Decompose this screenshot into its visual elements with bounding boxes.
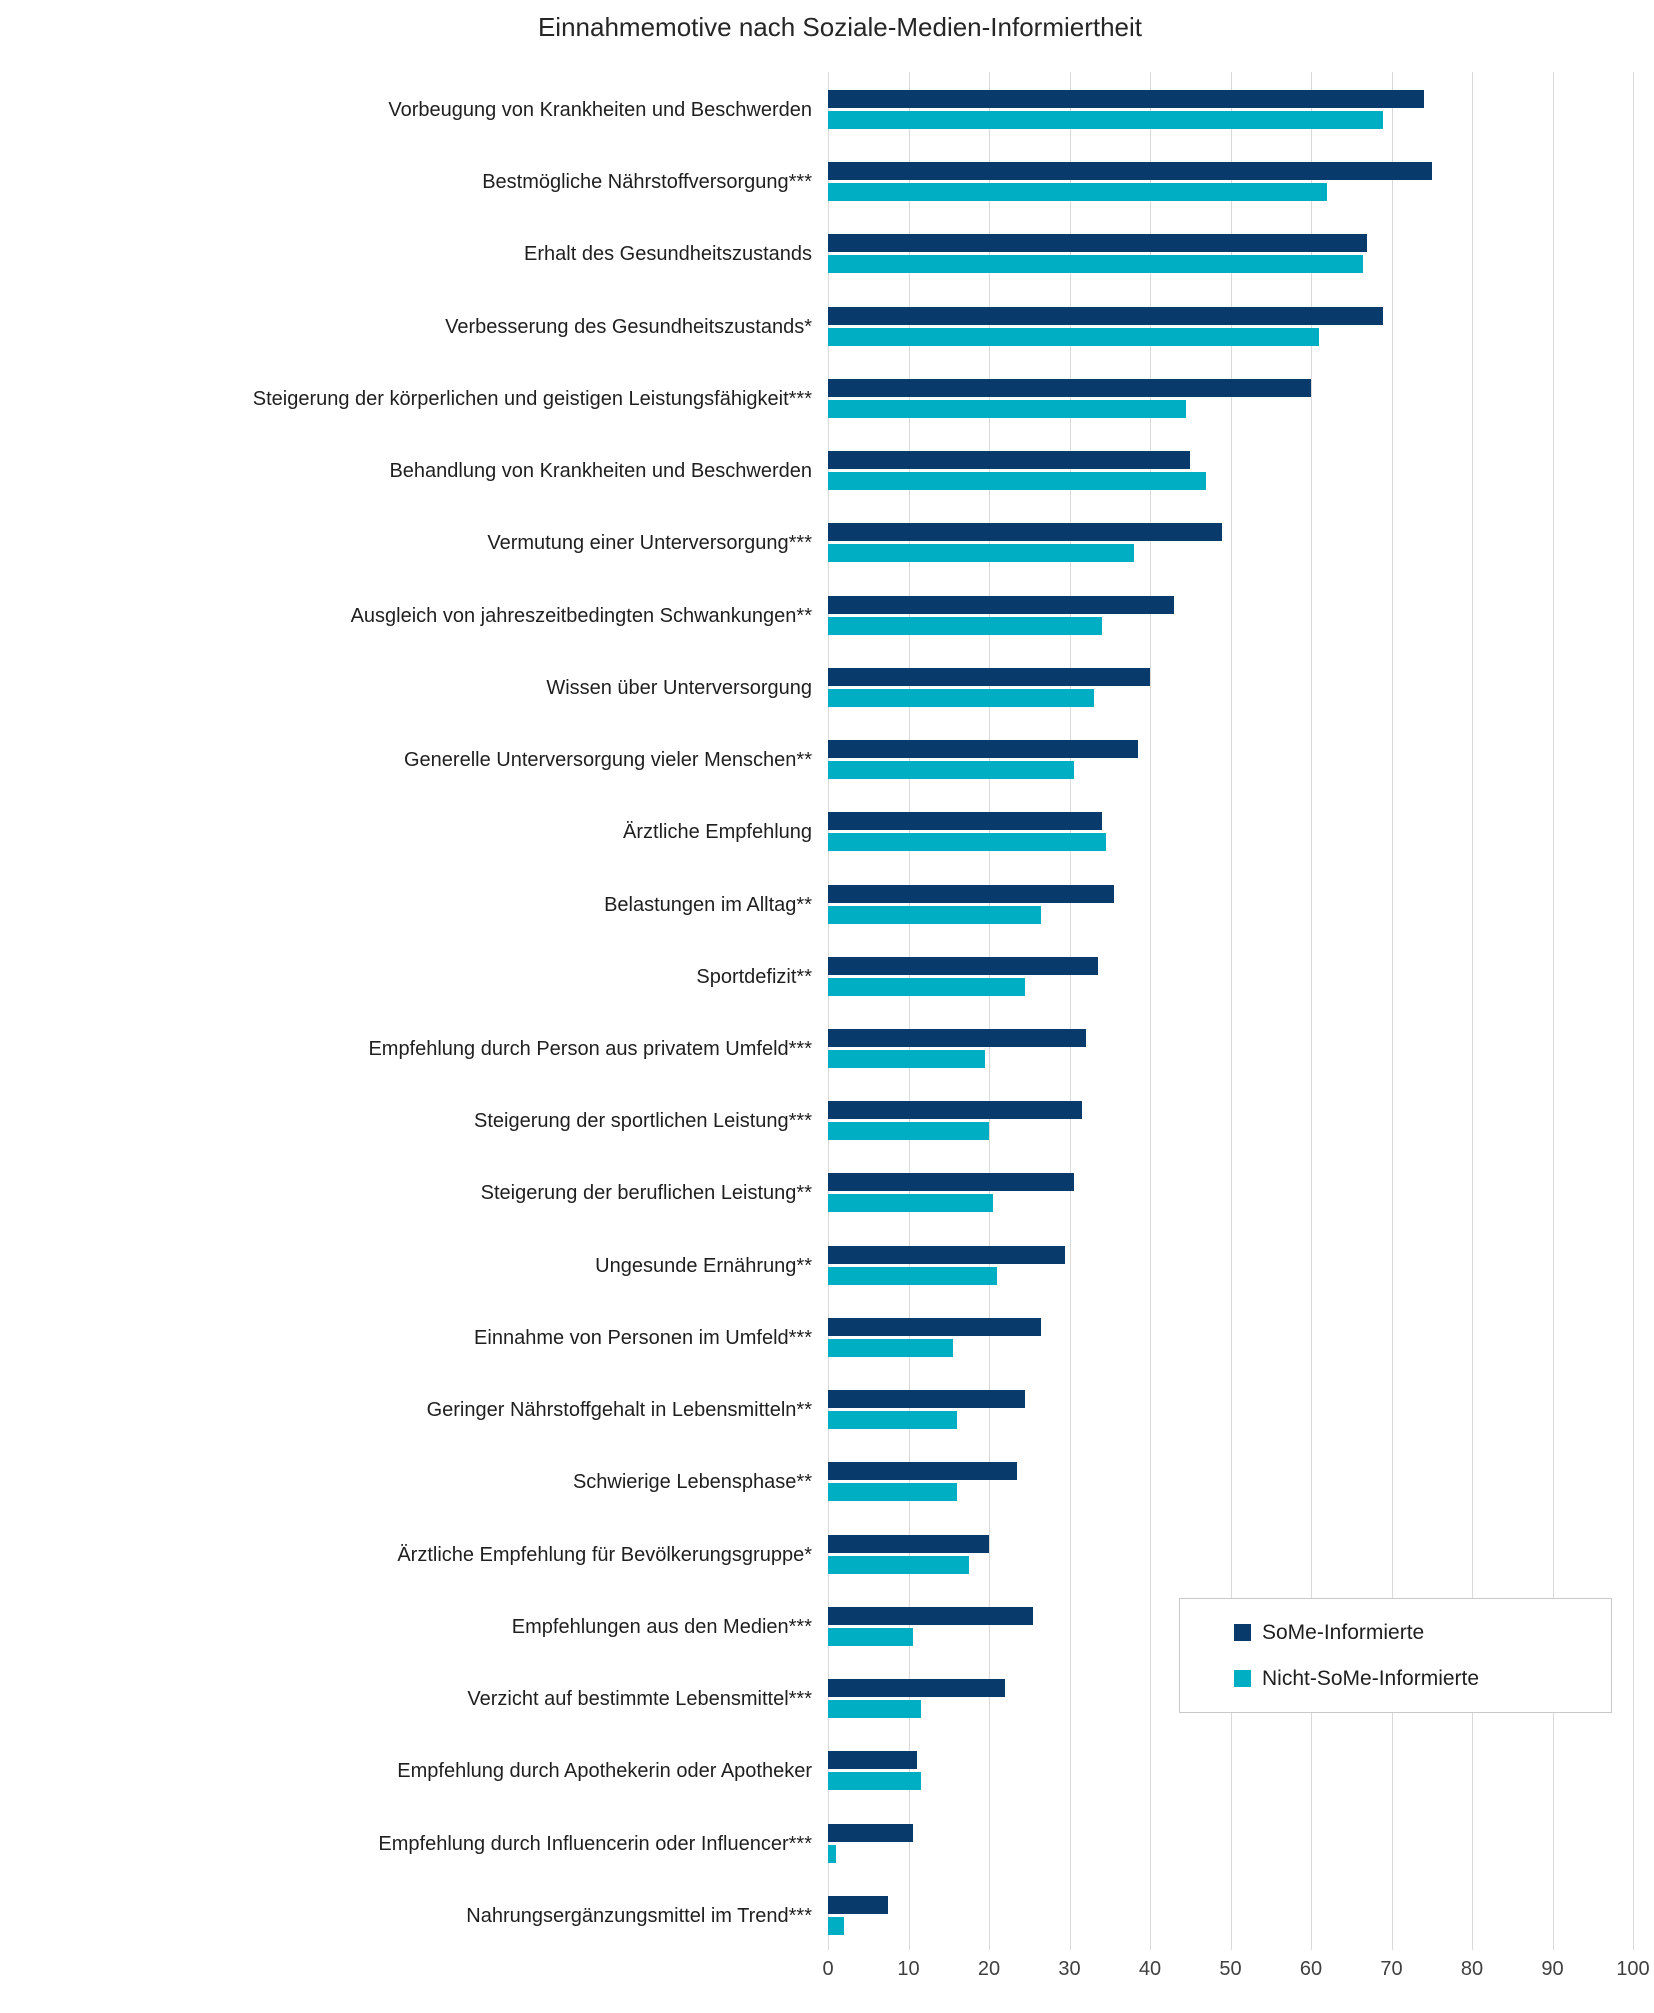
- category-label: Empfehlung durch Influencerin oder Influencer***: [378, 1832, 812, 1855]
- bar-nicht-some-informierte: [828, 761, 1074, 779]
- bar-some-informierte: [828, 1246, 1065, 1264]
- bar-nicht-some-informierte: [828, 617, 1102, 635]
- x-axis-tick-label: 20: [977, 1958, 1001, 1980]
- bar-nicht-some-informierte: [828, 1194, 993, 1212]
- category-label: Empfehlung durch Apothekerin oder Apotheker: [397, 1760, 812, 1783]
- gridline: [1070, 72, 1071, 1950]
- bar-some-informierte: [828, 1318, 1041, 1336]
- category-label: Verbesserung des Gesundheitszustands*: [445, 315, 812, 338]
- category-label: Vermutung einer Unterversorgung***: [487, 532, 812, 555]
- x-axis-tick-label: 40: [1138, 1958, 1162, 1980]
- x-axis-tick-label: 50: [1219, 1958, 1242, 1980]
- legend-label: Nicht-SoMe-Informierte: [1262, 1666, 1480, 1690]
- bar-some-informierte: [828, 1029, 1086, 1047]
- legend: [1179, 1598, 1612, 1713]
- bar-some-informierte: [828, 1462, 1017, 1480]
- category-label: Steigerung der körperlichen und geistigen Leistungsfähigkeit***: [252, 387, 812, 410]
- bar-some-informierte: [828, 1824, 913, 1842]
- bar-nicht-some-informierte: [828, 1339, 953, 1357]
- legend-item-some: [1234, 1621, 1611, 1645]
- bar-some-informierte: [828, 379, 1311, 397]
- x-axis-tick-label: 60: [1299, 1958, 1323, 1980]
- x-axis-tick-label: 100: [1616, 1958, 1650, 1980]
- bar-nicht-some-informierte: [828, 1845, 836, 1863]
- bar-nicht-some-informierte: [828, 183, 1327, 201]
- gridline: [989, 72, 990, 1950]
- bar-some-informierte: [828, 812, 1102, 830]
- bar-nicht-some-informierte: [828, 1050, 985, 1068]
- bar-some-informierte: [828, 307, 1383, 325]
- x-axis-tick-label: 30: [1058, 1958, 1081, 1980]
- bar-nicht-some-informierte: [828, 1628, 913, 1646]
- bar-some-informierte: [828, 596, 1174, 614]
- legend-label: SoMe-Informierte: [1262, 1620, 1425, 1644]
- bar-some-informierte: [828, 1751, 917, 1769]
- bar-some-informierte: [828, 1896, 888, 1914]
- category-label: Ungesunde Ernährung**: [595, 1254, 812, 1277]
- bar-nicht-some-informierte: [828, 255, 1363, 273]
- bar-some-informierte: [828, 1607, 1033, 1625]
- category-label: Behandlung von Krankheiten und Beschwerden: [389, 460, 812, 483]
- bar-nicht-some-informierte: [828, 1483, 957, 1501]
- category-label: Nahrungsergänzungsmittel im Trend***: [466, 1904, 812, 1927]
- category-label: Empfehlung durch Person aus privatem Umfeld***: [368, 1038, 812, 1060]
- category-label: Steigerung der beruflichen Leistung**: [480, 1182, 812, 1205]
- category-label: Steigerung der sportlichen Leistung***: [474, 1110, 812, 1133]
- bar-some-informierte: [828, 740, 1138, 758]
- legend-swatch-nicht-some-icon: [1234, 1670, 1251, 1687]
- category-label: Einnahme von Personen im Umfeld***: [474, 1326, 812, 1349]
- category-label: Sportdefizit**: [696, 965, 812, 988]
- bar-some-informierte: [828, 1173, 1074, 1191]
- category-label: Wissen über Unterversorgung: [546, 676, 812, 699]
- category-label: Ärztliche Empfehlung: [623, 821, 812, 844]
- bar-nicht-some-informierte: [828, 472, 1206, 490]
- bar-some-informierte: [828, 451, 1190, 469]
- category-label: Empfehlungen aus den Medien***: [511, 1615, 812, 1638]
- bar-nicht-some-informierte: [828, 1917, 844, 1935]
- legend-swatch-some-icon: [1234, 1624, 1251, 1641]
- gridline: [828, 72, 829, 1950]
- category-label: Bestmögliche Nährstoffversorgung***: [482, 171, 812, 194]
- bar-nicht-some-informierte: [828, 1267, 997, 1285]
- bar-some-informierte: [828, 234, 1367, 252]
- bar-nicht-some-informierte: [828, 1772, 921, 1790]
- chart-title: Einnahmemotive nach Soziale-Medien-Informiertheit: [537, 12, 1143, 42]
- gridline: [1633, 72, 1634, 1950]
- legend-item-nicht-some: [1234, 1667, 1611, 1691]
- bar-nicht-some-informierte: [828, 833, 1106, 851]
- bar-nicht-some-informierte: [828, 689, 1094, 707]
- bar-some-informierte: [828, 162, 1432, 180]
- bar-nicht-some-informierte: [828, 906, 1041, 924]
- bar-nicht-some-informierte: [828, 1122, 989, 1140]
- bar-nicht-some-informierte: [828, 328, 1319, 346]
- bar-some-informierte: [828, 523, 1222, 541]
- bar-nicht-some-informierte: [828, 1700, 921, 1718]
- category-label: Verzicht auf bestimmte Lebensmittel***: [467, 1688, 812, 1711]
- category-label: Ausgleich von jahreszeitbedingten Schwankungen**: [350, 604, 812, 627]
- bar-nicht-some-informierte: [828, 544, 1134, 562]
- x-axis-tick-label: 0: [822, 1958, 834, 1980]
- bar-nicht-some-informierte: [828, 400, 1186, 418]
- gridline: [909, 72, 910, 1950]
- bar-some-informierte: [828, 1101, 1082, 1119]
- bar-nicht-some-informierte: [828, 111, 1383, 129]
- category-label: Schwierige Lebensphase**: [572, 1471, 812, 1494]
- x-axis-tick-label: 10: [897, 1958, 920, 1980]
- x-axis-tick-label: 90: [1541, 1958, 1564, 1980]
- bar-some-informierte: [828, 1535, 989, 1553]
- bar-some-informierte: [828, 1679, 1005, 1697]
- category-label: Ärztliche Empfehlung für Bevölkerungsgruppe*: [397, 1543, 812, 1566]
- bar-some-informierte: [828, 885, 1114, 903]
- x-axis-tick-label: 80: [1460, 1958, 1484, 1980]
- category-label: Erhalt des Gesundheitszustands: [524, 243, 812, 266]
- bar-nicht-some-informierte: [828, 1556, 969, 1574]
- bar-some-informierte: [828, 90, 1424, 108]
- gridline: [1150, 72, 1151, 1950]
- bar-nicht-some-informierte: [828, 978, 1025, 996]
- bar-some-informierte: [828, 957, 1098, 975]
- category-label: Generelle Unterversorgung vieler Menschen**: [404, 749, 812, 772]
- category-label: Geringer Nährstoffgehalt in Lebensmitteln**: [426, 1399, 812, 1422]
- bar-nicht-some-informierte: [828, 1411, 957, 1429]
- bar-some-informierte: [828, 1390, 1025, 1408]
- bar-some-informierte: [828, 668, 1150, 686]
- x-axis-tick-label: 70: [1380, 1958, 1403, 1980]
- category-label: Vorbeugung von Krankheiten und Beschwerden: [388, 99, 812, 121]
- category-label: Belastungen im Alltag**: [604, 893, 812, 916]
